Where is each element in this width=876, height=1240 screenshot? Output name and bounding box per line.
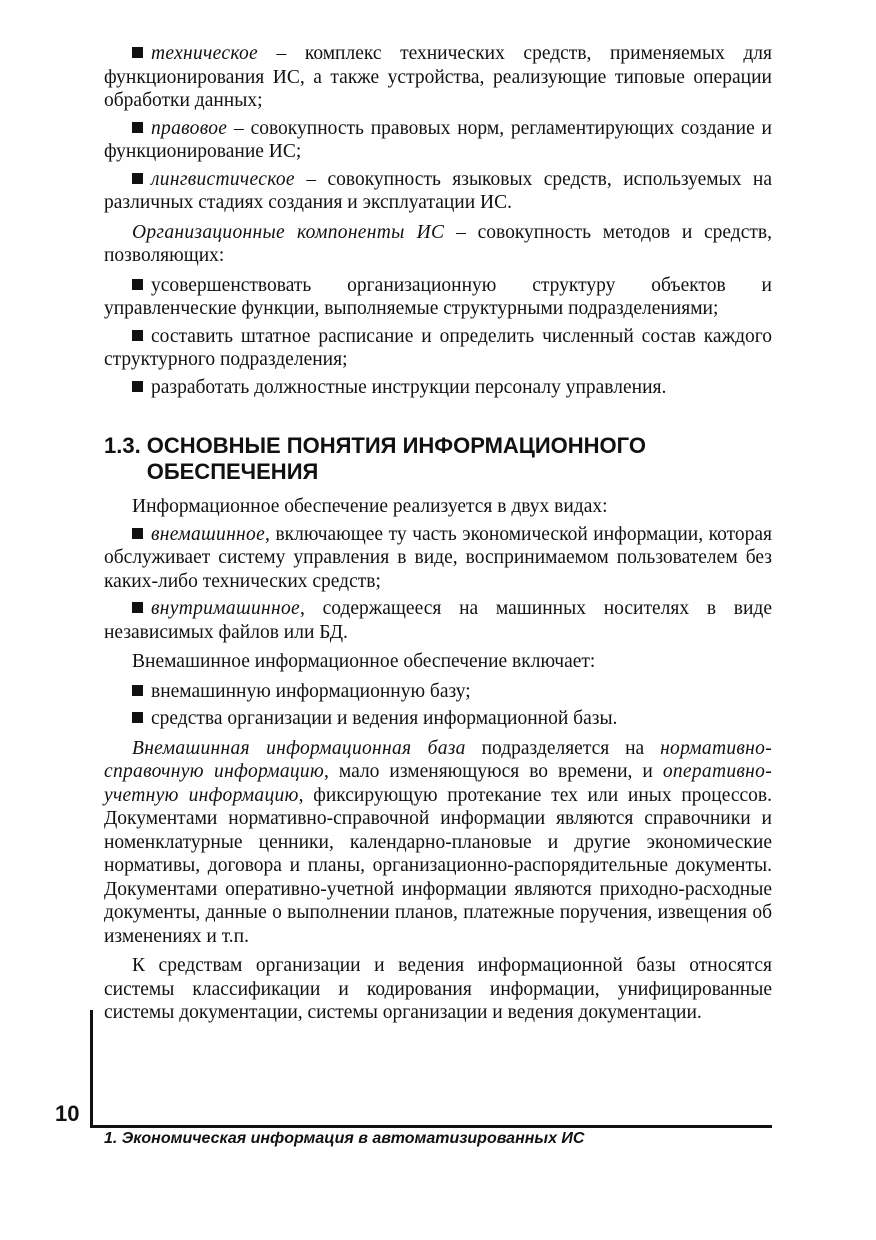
page-body bbox=[104, 42, 772, 1029]
list-item-text: – совокупность языковых средств, используемых на различных стадиях создания и эксплуатации ИС. bbox=[104, 168, 772, 213]
paragraph: Информационное обеспечение реализуется в двух видах: bbox=[132, 496, 608, 517]
list-item-text: внемашинную информационную базу; bbox=[151, 680, 471, 702]
list-item bbox=[104, 42, 772, 113]
paragraph-term: Организационные компоненты ИС bbox=[132, 221, 445, 243]
bullet-square-icon bbox=[132, 712, 143, 723]
list-item-term: внутримашинное bbox=[151, 598, 300, 619]
paragraph bbox=[104, 221, 772, 268]
list-item bbox=[104, 597, 772, 644]
paragraph-term: оперативно-учетную информацию bbox=[104, 761, 772, 806]
list-item-text: – совокупность правовых норм, регламентирующих создание и функционирование ИС; bbox=[104, 117, 772, 162]
list-item-text: разработать должностные инструкции персоналу управления. bbox=[151, 376, 667, 398]
section-heading bbox=[104, 433, 772, 485]
footer-rule bbox=[90, 1125, 772, 1128]
bullet-square-icon bbox=[132, 173, 143, 184]
paragraph-term: Внемашинная информационная база bbox=[132, 737, 466, 759]
list-item bbox=[104, 523, 772, 594]
list-item bbox=[104, 376, 772, 400]
bullet-square-icon bbox=[132, 685, 143, 696]
list-item bbox=[104, 707, 772, 731]
list-item-text: – комплекс технических средств, применяемых для функционирования ИС, а также устройства, реализующие типовые операции обработки данных; bbox=[104, 43, 772, 111]
list-item-text: составить штатное расписание и определить численный состав каждого структурного подразделения; bbox=[104, 325, 772, 370]
list-item-text: усовершенствовать организационную структуру объектов и управленческие функции, выполняемые структурными подразделениями; bbox=[104, 274, 772, 319]
list-item bbox=[104, 325, 772, 372]
section-title: ОСНОВНЫЕ ПОНЯТИЯ ИНФОРМАЦИОННОГО ОБЕСПЕЧЕНИЯ bbox=[146, 433, 646, 484]
paragraph: Внемашинное информационное обеспечение включает: bbox=[132, 651, 596, 672]
paragraph: К средствам организации и ведения информационной базы относятся системы классификации и кодирования информации, унифицированные системы документации, системы организации и ведения документации. bbox=[104, 955, 772, 1023]
list-item-text: средства организации и ведения информационной базы. bbox=[151, 708, 618, 729]
bullet-square-icon bbox=[132, 47, 143, 58]
bullet-square-icon bbox=[132, 381, 143, 392]
paragraph-text: , фиксирующую протекание тех или иных процессов. Документами нормативно-справочной информации являются справочники и номенклатурные ценники, календарно-плановые и другие экономические нормативы, договора и планы, организационно-распорядительные документы. Документами оперативно-учетной информации являются приходно-расходные документы, данные о выполнении планов, платежные поручения, извещения об изменениях и т.п. bbox=[104, 784, 772, 947]
paragraph-text: – совокупность методов и средств, позволяющих: bbox=[104, 221, 772, 266]
bullet-square-icon bbox=[132, 330, 143, 341]
list-item-term: лингвистическое bbox=[151, 168, 295, 190]
list-item-text: , включающее ту часть экономической информации, которая обслуживает систему управления в виде, воспринимаемом пользователем без каких-либо технических средств; bbox=[104, 523, 772, 592]
list-item-term: правовое bbox=[151, 117, 228, 139]
bullet-square-icon bbox=[132, 122, 143, 133]
list-item bbox=[104, 168, 772, 215]
bullet-square-icon bbox=[132, 528, 143, 539]
page-number: 10 bbox=[55, 1101, 80, 1126]
running-footer: 1. Экономическая информация в автоматизированных ИС bbox=[104, 1130, 585, 1147]
list-item-term: внемашинное bbox=[151, 523, 266, 545]
paragraph-term: нормативно-справочную информацию bbox=[104, 737, 772, 782]
margin-bar bbox=[90, 1010, 93, 1128]
list-item-text: , содержащееся на машинных носителях в виде независимых файлов или БД. bbox=[104, 598, 772, 643]
paragraph-text: подразделяется на bbox=[465, 737, 661, 759]
list-item bbox=[104, 680, 772, 704]
list-item-term: техническое bbox=[151, 43, 258, 64]
bullet-square-icon bbox=[132, 602, 143, 613]
bullet-square-icon bbox=[132, 279, 143, 290]
list-item bbox=[104, 274, 772, 321]
paragraph-text: , мало изменяющуюся во времени, и bbox=[324, 761, 663, 782]
paragraph bbox=[104, 737, 772, 949]
list-item bbox=[104, 117, 772, 164]
section-number: 1.3. bbox=[104, 433, 141, 458]
